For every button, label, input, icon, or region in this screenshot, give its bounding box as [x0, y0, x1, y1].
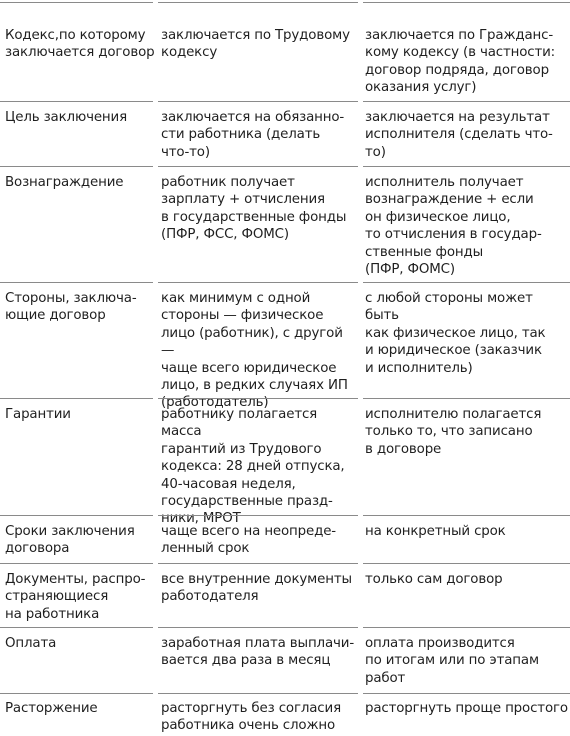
labor-contract-cell: чаще всего на неопреде- ленный срок: [161, 524, 336, 557]
row-divider: [0, 101, 153, 102]
row-divider: [158, 282, 358, 283]
row-divider: [363, 563, 570, 564]
top-rule-col1: [0, 2, 153, 3]
labor-contract-cell: заключается на обязанно- сти работника (делать что-то): [161, 110, 345, 160]
row-divider: [0, 282, 153, 283]
civil-contract-cell: заключается по Гражданс- кому кодексу (в частности: договор подряда, договор оказания услуг): [365, 28, 556, 96]
civil-contract-cell: только сам договор: [365, 572, 503, 587]
labor-contract-cell: все внутренние документы работодателя: [161, 572, 352, 605]
row-header: Документы, распро- страняющиеся на работника: [5, 572, 146, 622]
row-divider: [0, 693, 153, 694]
row-header: Вознаграждение: [5, 175, 124, 190]
row-divider: [158, 627, 358, 628]
row-divider: [0, 563, 153, 564]
civil-contract-cell: исполнитель получает вознаграждение + если он физическое лицо, то отчисления в государ- ственные фонды (ПФР, ФОМС): [365, 175, 542, 278]
civil-contract-cell: оплата производится по итогам или по этапам работ: [365, 636, 539, 686]
top-rule-col3: [363, 2, 570, 3]
civil-contract-cell: заключается на результат исполнителя (сделать что-то): [365, 110, 553, 160]
row-header: Кодекс,по которому заключается договор: [5, 28, 155, 61]
row-header: Цель заключения: [5, 110, 127, 125]
row-divider: [158, 515, 358, 516]
row-divider: [158, 693, 358, 694]
top-rule-col2: [158, 2, 358, 3]
labor-contract-cell: работник получает зарплату + отчисления в государственные фонды (ПФР, ФСС, ФОМС): [161, 175, 347, 243]
row-divider: [0, 515, 153, 516]
civil-contract-cell: исполнителю полагается только то, что записано в договоре: [365, 407, 542, 457]
row-divider: [0, 398, 153, 399]
row-header: Расторжение: [5, 701, 98, 716]
row-header: Стороны, заключа- ющие договор: [5, 291, 137, 324]
row-header: Оплата: [5, 636, 57, 651]
row-divider: [0, 166, 153, 167]
labor-contract-cell: расторгнуть без согласия работника очень сложно: [161, 701, 341, 734]
civil-contract-cell: расторгнуть проще простого: [365, 701, 568, 716]
row-divider: [158, 563, 358, 564]
row-divider: [363, 515, 570, 516]
row-divider: [158, 166, 358, 167]
row-divider: [363, 101, 570, 102]
row-divider: [363, 282, 570, 283]
labor-contract-cell: как минимум с одной стороны — физическое лицо (работник), с другой — чаще всего юридическое лицо, в редких случаях ИП (работодатель): [161, 291, 348, 411]
row-header: Гарантии: [5, 407, 71, 422]
row-divider: [363, 398, 570, 399]
row-divider: [158, 101, 358, 102]
row-divider: [363, 166, 570, 167]
labor-contract-cell: работнику полагается масса гарантий из Трудового кодекса: 28 дней отпуска, 40-часовая неделя, государственные празд- ники, МРОТ: [161, 407, 345, 527]
labor-contract-cell: заключается по Трудовому кодексу: [161, 28, 350, 61]
labor-contract-cell: заработная плата выплачи- вается два раза в месяц: [161, 636, 355, 669]
civil-contract-cell: с любой стороны может быть как физическое лицо, так и юридическое (заказчик и исполнитель): [365, 291, 546, 376]
row-divider: [363, 627, 570, 628]
civil-contract-cell: на конкретный срок: [365, 524, 506, 539]
row-divider: [0, 627, 153, 628]
row-header: Сроки заключения договора: [5, 524, 135, 557]
row-divider: [158, 398, 358, 399]
row-divider: [363, 693, 570, 694]
